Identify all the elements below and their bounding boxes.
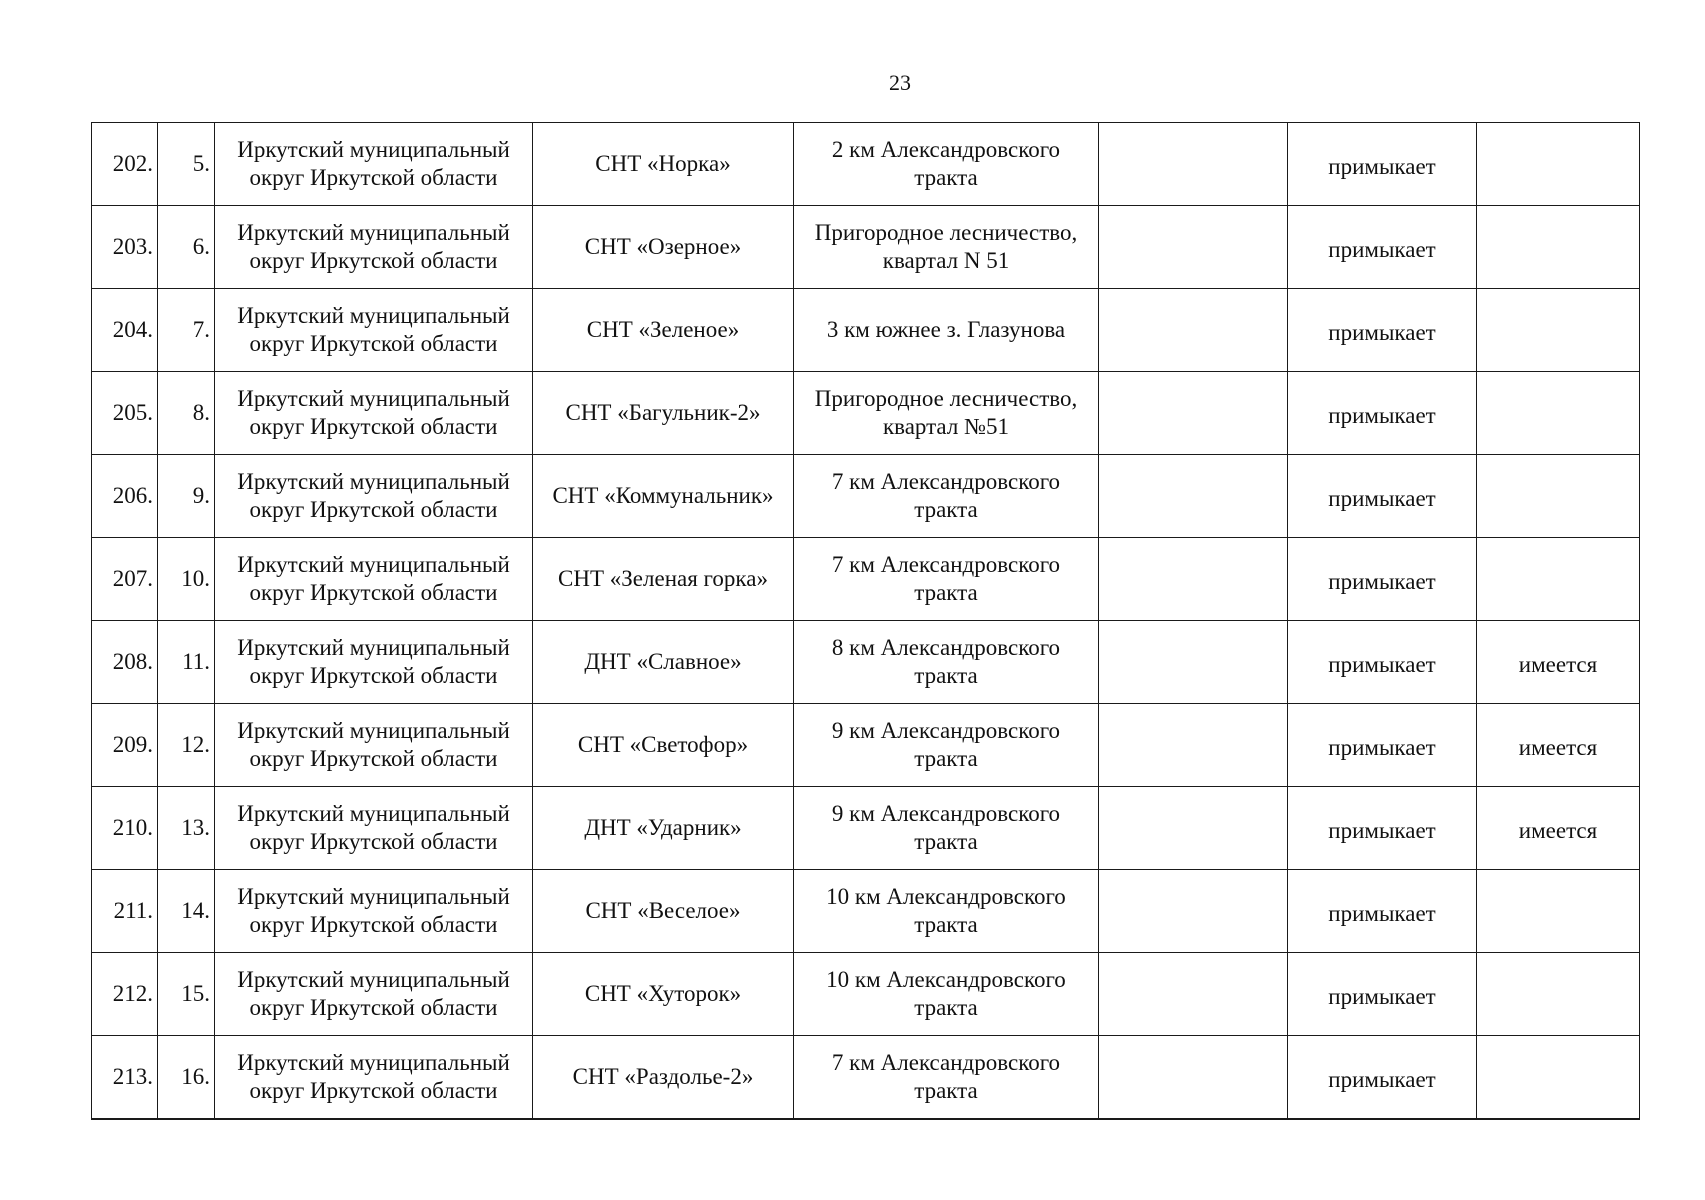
location-cell: Пригородное лесничество, квартал №51 bbox=[794, 372, 1099, 455]
empty-cell bbox=[1099, 289, 1288, 372]
row-subnumber-cell: 11. bbox=[158, 621, 215, 704]
name-cell: СНТ «Коммунальник» bbox=[533, 455, 794, 538]
table-row bbox=[92, 455, 1640, 538]
district-cell: Иркутский муниципальный округ Иркутской области bbox=[215, 372, 533, 455]
district-cell: Иркутский муниципальный округ Иркутской области bbox=[215, 953, 533, 1036]
table-row bbox=[92, 953, 1640, 1036]
name-cell: СНТ «Норка» bbox=[533, 123, 794, 206]
row-subnumber-cell: 13. bbox=[158, 787, 215, 870]
table-row bbox=[92, 621, 1640, 704]
district-cell: Иркутский муниципальный округ Иркутской области bbox=[215, 787, 533, 870]
status-cell: примыкает bbox=[1288, 621, 1477, 704]
name-cell: ДНТ «Славное» bbox=[533, 621, 794, 704]
row-subnumber-cell: 6. bbox=[158, 206, 215, 289]
location-cell: Пригородное лесничество, квартал N 51 bbox=[794, 206, 1099, 289]
row-number-cell: 212. bbox=[92, 953, 158, 1036]
name-cell: СНТ «Багульник-2» bbox=[533, 372, 794, 455]
status-cell: примыкает bbox=[1288, 704, 1477, 787]
row-subnumber-cell: 9. bbox=[158, 455, 215, 538]
row-number-cell: 207. bbox=[92, 538, 158, 621]
location-cell: 10 км Александровского тракта bbox=[794, 870, 1099, 953]
empty-cell bbox=[1099, 704, 1288, 787]
empty-cell bbox=[1099, 455, 1288, 538]
page-number: 23 bbox=[889, 70, 911, 95]
row-subnumber-cell: 5. bbox=[158, 123, 215, 206]
location-cell: 7 км Александровского тракта bbox=[794, 1036, 1099, 1120]
name-cell: ДНТ «Ударник» bbox=[533, 787, 794, 870]
district-cell: Иркутский муниципальный округ Иркутской области bbox=[215, 704, 533, 787]
extra-cell bbox=[1477, 123, 1640, 206]
settlements-table bbox=[91, 122, 1640, 1120]
row-subnumber-cell: 15. bbox=[158, 953, 215, 1036]
district-cell: Иркутский муниципальный округ Иркутской области bbox=[215, 538, 533, 621]
location-cell: 7 км Александровского тракта bbox=[794, 455, 1099, 538]
table-body bbox=[92, 123, 1640, 1120]
empty-cell bbox=[1099, 1036, 1288, 1120]
table-row bbox=[92, 787, 1640, 870]
row-subnumber-cell: 12. bbox=[158, 704, 215, 787]
row-number-cell: 213. bbox=[92, 1036, 158, 1120]
extra-cell: имеется bbox=[1477, 621, 1640, 704]
extra-cell bbox=[1477, 538, 1640, 621]
table-row bbox=[92, 372, 1640, 455]
location-cell: 8 км Александровского тракта bbox=[794, 621, 1099, 704]
name-cell: СНТ «Зеленое» bbox=[533, 289, 794, 372]
extra-cell: имеется bbox=[1477, 704, 1640, 787]
location-cell: 9 км Александровского тракта bbox=[794, 704, 1099, 787]
table-row bbox=[92, 123, 1640, 206]
district-cell: Иркутский муниципальный округ Иркутской области bbox=[215, 1036, 533, 1120]
district-cell: Иркутский муниципальный округ Иркутской области bbox=[215, 206, 533, 289]
location-cell: 3 км южнее з. Глазунова bbox=[794, 289, 1099, 372]
empty-cell bbox=[1099, 870, 1288, 953]
extra-cell bbox=[1477, 1036, 1640, 1120]
row-number-cell: 210. bbox=[92, 787, 158, 870]
row-number-cell: 202. bbox=[92, 123, 158, 206]
table-row bbox=[92, 206, 1640, 289]
table-row bbox=[92, 870, 1640, 953]
status-cell: примыкает bbox=[1288, 870, 1477, 953]
row-subnumber-cell: 8. bbox=[158, 372, 215, 455]
district-cell: Иркутский муниципальный округ Иркутской области bbox=[215, 870, 533, 953]
status-cell: примыкает bbox=[1288, 538, 1477, 621]
empty-cell bbox=[1099, 538, 1288, 621]
status-cell: примыкает bbox=[1288, 1036, 1477, 1120]
empty-cell bbox=[1099, 621, 1288, 704]
extra-cell: имеется bbox=[1477, 787, 1640, 870]
empty-cell bbox=[1099, 372, 1288, 455]
table-row bbox=[92, 704, 1640, 787]
name-cell: СНТ «Светофор» bbox=[533, 704, 794, 787]
row-subnumber-cell: 10. bbox=[158, 538, 215, 621]
district-cell: Иркутский муниципальный округ Иркутской области bbox=[215, 123, 533, 206]
name-cell: СНТ «Зеленая горка» bbox=[533, 538, 794, 621]
status-cell: примыкает bbox=[1288, 289, 1477, 372]
location-cell: 7 км Александровского тракта bbox=[794, 538, 1099, 621]
status-cell: примыкает bbox=[1288, 953, 1477, 1036]
extra-cell bbox=[1477, 206, 1640, 289]
name-cell: СНТ «Веселое» bbox=[533, 870, 794, 953]
row-number-cell: 211. bbox=[92, 870, 158, 953]
row-subnumber-cell: 16. bbox=[158, 1036, 215, 1120]
empty-cell bbox=[1099, 123, 1288, 206]
table-row bbox=[92, 538, 1640, 621]
row-number-cell: 209. bbox=[92, 704, 158, 787]
table-row bbox=[92, 1036, 1640, 1120]
status-cell: примыкает bbox=[1288, 206, 1477, 289]
status-cell: примыкает bbox=[1288, 372, 1477, 455]
row-subnumber-cell: 7. bbox=[158, 289, 215, 372]
extra-cell bbox=[1477, 953, 1640, 1036]
empty-cell bbox=[1099, 953, 1288, 1036]
district-cell: Иркутский муниципальный округ Иркутской области bbox=[215, 621, 533, 704]
name-cell: СНТ «Раздолье-2» bbox=[533, 1036, 794, 1120]
row-number-cell: 208. bbox=[92, 621, 158, 704]
district-cell: Иркутский муниципальный округ Иркутской области bbox=[215, 289, 533, 372]
empty-cell bbox=[1099, 787, 1288, 870]
name-cell: СНТ «Озерное» bbox=[533, 206, 794, 289]
name-cell: СНТ «Хуторок» bbox=[533, 953, 794, 1036]
status-cell: примыкает bbox=[1288, 455, 1477, 538]
row-number-cell: 205. bbox=[92, 372, 158, 455]
extra-cell bbox=[1477, 289, 1640, 372]
empty-cell bbox=[1099, 206, 1288, 289]
row-subnumber-cell: 14. bbox=[158, 870, 215, 953]
extra-cell bbox=[1477, 372, 1640, 455]
status-cell: примыкает bbox=[1288, 787, 1477, 870]
location-cell: 2 км Александровского тракта bbox=[794, 123, 1099, 206]
row-number-cell: 206. bbox=[92, 455, 158, 538]
extra-cell bbox=[1477, 870, 1640, 953]
location-cell: 10 км Александровского тракта bbox=[794, 953, 1099, 1036]
row-number-cell: 204. bbox=[92, 289, 158, 372]
table-row bbox=[92, 289, 1640, 372]
district-cell: Иркутский муниципальный округ Иркутской области bbox=[215, 455, 533, 538]
extra-cell bbox=[1477, 455, 1640, 538]
row-number-cell: 203. bbox=[92, 206, 158, 289]
location-cell: 9 км Александровского тракта bbox=[794, 787, 1099, 870]
status-cell: примыкает bbox=[1288, 123, 1477, 206]
